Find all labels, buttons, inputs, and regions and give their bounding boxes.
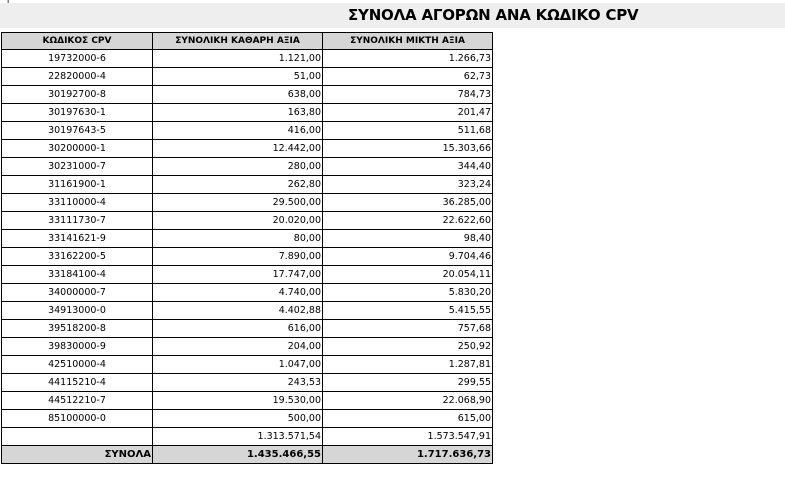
cpv-code-cell: 33111730-7 <box>2 212 153 230</box>
net-value-cell: 80,00 <box>153 230 323 248</box>
net-value-cell: 19.530,00 <box>153 392 323 410</box>
grand-total-net-cell: 1.435.466,55 <box>153 446 323 464</box>
cpv-code-cell: 39518200-8 <box>2 320 153 338</box>
table-row <box>2 140 493 158</box>
gross-value-cell: 757,68 <box>323 320 493 338</box>
net-value-cell: 163,80 <box>153 104 323 122</box>
net-value-cell: 500,00 <box>153 410 323 428</box>
table-row <box>2 248 493 266</box>
net-value-cell: 262,80 <box>153 176 323 194</box>
gross-value-cell: 36.285,00 <box>323 194 493 212</box>
gross-value-cell: 201,47 <box>323 104 493 122</box>
cpv-code-cell: 44512210-7 <box>2 392 153 410</box>
cpv-code-cell: 33184100-4 <box>2 266 153 284</box>
net-value-cell: 280,00 <box>153 158 323 176</box>
gross-value-cell: 250,92 <box>323 338 493 356</box>
gross-value-cell: 299,55 <box>323 374 493 392</box>
net-value-cell: 204,00 <box>153 338 323 356</box>
title-bar <box>0 3 785 28</box>
net-value-cell: 616,00 <box>153 320 323 338</box>
table-row <box>2 320 493 338</box>
cpv-code-cell: 42510000-4 <box>2 356 153 374</box>
cpv-code-cell: 44115210-4 <box>2 374 153 392</box>
cpv-code-cell: 30231000-7 <box>2 158 153 176</box>
gross-value-cell: 15.303,66 <box>323 140 493 158</box>
table-row <box>2 122 493 140</box>
page-title: ΣΥΝΟΛΑ ΑΓΟΡΩΝ ΑΝΑ ΚΩΔΙΚΟ CPV <box>348 6 639 24</box>
gross-value-cell: 1.287,81 <box>323 356 493 374</box>
table-row <box>2 50 493 68</box>
gross-value-cell: 20.054,11 <box>323 266 493 284</box>
gross-value-cell: 344,40 <box>323 158 493 176</box>
subtotal-label-cell <box>2 428 153 446</box>
net-value-cell: 1.121,00 <box>153 50 323 68</box>
table-row <box>2 374 493 392</box>
cpv-code-cell: 31161900-1 <box>2 176 153 194</box>
header-cpv-code: ΚΩΔΙΚΟΣ CPV <box>2 33 153 50</box>
gross-value-cell: 62,73 <box>323 68 493 86</box>
gross-value-cell: 22.068,90 <box>323 392 493 410</box>
gross-value-cell: 5.415,55 <box>323 302 493 320</box>
cpv-code-cell: 34000000-7 <box>2 284 153 302</box>
cpv-code-cell: 19732000-6 <box>2 50 153 68</box>
grand-total-row <box>2 446 493 464</box>
net-value-cell: 638,00 <box>153 86 323 104</box>
table-row <box>2 410 493 428</box>
gross-value-cell: 323,24 <box>323 176 493 194</box>
cpv-code-cell: 85100000-0 <box>2 410 153 428</box>
cpv-code-cell: 34913000-0 <box>2 302 153 320</box>
cpv-code-cell: 33110000-4 <box>2 194 153 212</box>
cpv-code-cell: 30197643-5 <box>2 122 153 140</box>
net-value-cell: 12.442,00 <box>153 140 323 158</box>
gross-value-cell: 9.704,46 <box>323 248 493 266</box>
table-row <box>2 356 493 374</box>
table-row <box>2 284 493 302</box>
table-row <box>2 158 493 176</box>
table-row <box>2 230 493 248</box>
cpv-code-cell: 33162200-5 <box>2 248 153 266</box>
cpv-totals-table <box>1 32 493 464</box>
gross-value-cell: 1.266,73 <box>323 50 493 68</box>
cpv-code-cell: 30197630-1 <box>2 104 153 122</box>
grand-total-gross-cell: 1.717.636,73 <box>323 446 493 464</box>
gross-value-cell: 22.622,60 <box>323 212 493 230</box>
subtotal-row <box>2 428 493 446</box>
cpv-code-cell: 39830000-9 <box>2 338 153 356</box>
net-value-cell: 17.747,00 <box>153 266 323 284</box>
cpv-code-cell: 33141621-9 <box>2 230 153 248</box>
grand-total-label-cell: ΣΥΝΟΛΑ <box>2 446 153 464</box>
table-row <box>2 194 493 212</box>
table-row <box>2 68 493 86</box>
gross-value-cell: 5.830,20 <box>323 284 493 302</box>
cpv-code-cell: 30192700-8 <box>2 86 153 104</box>
header-gross-value: ΣΥΝΟΛΙΚΗ ΜΙΚΤΗ ΑΞΙΑ <box>323 33 493 50</box>
table-row <box>2 302 493 320</box>
gross-value-cell: 98,40 <box>323 230 493 248</box>
table-row <box>2 212 493 230</box>
net-value-cell: 1.047,00 <box>153 356 323 374</box>
cpv-code-cell: 22820000-4 <box>2 68 153 86</box>
net-value-cell: 4.402,88 <box>153 302 323 320</box>
subtotal-net-cell: 1.313.571,54 <box>153 428 323 446</box>
cpv-code-cell: 30200000-1 <box>2 140 153 158</box>
net-value-cell: 4.740,00 <box>153 284 323 302</box>
net-value-cell: 20.020,00 <box>153 212 323 230</box>
gross-value-cell: 615,00 <box>323 410 493 428</box>
table-row <box>2 86 493 104</box>
net-value-cell: 29.500,00 <box>153 194 323 212</box>
net-value-cell: 7.890,00 <box>153 248 323 266</box>
table-row <box>2 176 493 194</box>
table-row <box>2 104 493 122</box>
net-value-cell: 416,00 <box>153 122 323 140</box>
net-value-cell: 243,53 <box>153 374 323 392</box>
gross-value-cell: 511,68 <box>323 122 493 140</box>
table-header-row <box>2 33 493 50</box>
gross-value-cell: 784,73 <box>323 86 493 104</box>
table-row <box>2 392 493 410</box>
table-row <box>2 266 493 284</box>
subtotal-gross-cell: 1.573.547,91 <box>323 428 493 446</box>
table-row <box>2 338 493 356</box>
net-value-cell: 51,00 <box>153 68 323 86</box>
header-net-value: ΣΥΝΟΛΙΚΗ ΚΑΘΑΡΗ ΑΞΙΑ <box>153 33 323 50</box>
